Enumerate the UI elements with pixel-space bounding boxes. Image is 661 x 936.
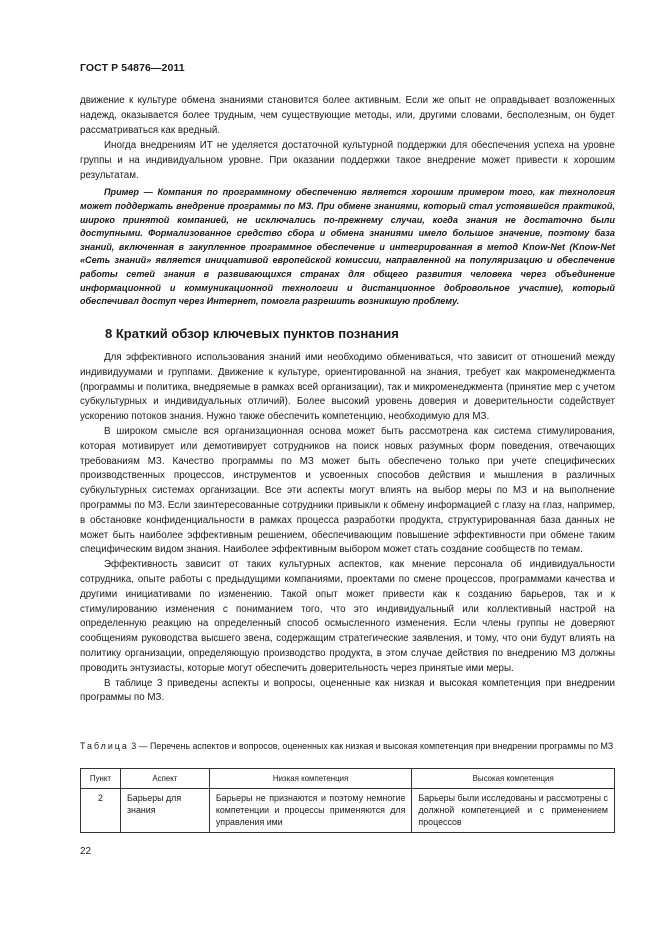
table-row <box>81 789 615 833</box>
section-heading: 8 Краткий обзор ключевых пунктов познания <box>105 326 399 341</box>
paragraph: Иногда внедрениям ИТ не уделяется достаточной культурной поддержки для обеспечения успеха на уровне группы и на индивидуальном уровне. При оказании поддержки такое внедрение может привести к хорошим результатам. <box>80 139 615 181</box>
table-header-row <box>81 769 615 789</box>
table-cell: Барьеры не признаются и поэтому немногие компетенции и процессы применяются для управления ими <box>209 789 412 833</box>
paragraph: В таблице 3 приведены аспекты и вопросы, оцененные как низкая и высокая компетенция при внедрении программы по МЗ. <box>80 677 615 704</box>
table-cell: 2 <box>81 789 121 833</box>
table-cell: Барьеры для знания <box>120 789 209 833</box>
table-cell: Барьеры были исследованы и рассмотрены с должной компетенцией и с применением процессов <box>412 789 615 833</box>
header-cell: Аспект <box>120 769 209 789</box>
section-text-block <box>80 351 615 706</box>
header-cell: Пункт <box>81 769 121 789</box>
example-paragraph: Пример — Компания по программному обеспечению является хорошим примером того, как технология может поддержать внедрение программы по МЗ. При обмене знаниями, который стал устоявшейся практикой, широко принятой компанией, не исключались по-прежнему случаи, когда знания не достаточно были доступными. Формализованное средство сбора и обмена знаниями имело большое значение, поэтому база знаний, включенная в закупленное программное обеспечение и интегрированная в метод Know-Net (Know-Net «Сеть знаний» является инициативой европейской комиссии, направленной на популяризацию и обеспечение работы сетей знания в развивающихся странах для общего развития человека через объединение информационной и коммуникационной технологии и дистанционное добровольное участие), который обеспечивал доступ через Интернет, помогла разрешить возникшую проблему. <box>80 187 615 307</box>
paragraph: В широком смысле вся организационная основа может быть рассмотрена как система стимулирования, которая мотивирует или демотивирует сотрудников на поиск новых разумных форм поведения, отвечающих требованиям МЗ. Качество программы по МЗ может быть обеспечено только при учете специфических производственных процессов, инструментов и усвоенных способов действия и мышления в различных субкультурных системах организации. Все эти аспекты могут влиять на выбор меры по МЗ и на выполнение программы по МЗ. Если заинтересованные сотрудники привыкли к обмену информацией с глазу на глаз, например, в обстановке конфиденциальности в рамках процесса разработки продукта, структурированная база данных не может быть наиболее эффективным решением, обеспечивающим повышение эффективности при обмене таким специфическим видом знания. Наиболее эффективным выбором может стать создание сообществ по темам. <box>80 425 615 556</box>
paragraph: движение к культуре обмена знаниями становится более активным. Если же опыт не оправдывает возложенных надежд, оказывается более трудным, чем существующие методы, или, другими словами, бесполезным, он будет рассматриваться как вредный. <box>80 95 615 136</box>
table-caption <box>80 740 615 753</box>
competence-table <box>80 768 615 833</box>
page-number: 22 <box>80 846 92 857</box>
header-cell: Высокая компетенция <box>412 769 615 789</box>
paragraph: Эффективность зависит от таких культурных аспектов, как мнение персонала об индивидуальности сотрудника, опыте работы с предыдущими компаниями, проектами по смене процессов, программами качества и другими инициативами по изменению. Такой опыт может привести как к созданию барьеров, так и к стимулированию изменения с пониманием того, что это индивидуальный или коллективный настрой на определенную реакцию на определенный способ осмысленного изменения. Если члены группы не доверяют сообщениям руководства высшего звена, содержащим стратегические заявления, и тому, что они будут влиять на политику организации, определяющую производство продукта, в этом случае действия по внедрению МЗ должны проводить энтузиасты, которые могут обеспечить доверительность через принятые ими меры. <box>80 559 615 674</box>
table-caption-label: Таблица <box>80 741 129 751</box>
table-caption-text: 3 — Перечень аспектов и вопросов, оцененных как низкая и высокая компетенция при внедрении программы по МЗ <box>128 741 614 751</box>
top-text-block <box>80 94 615 309</box>
document-header: ГОСТ Р 54876—2011 <box>80 62 185 74</box>
header-cell: Низкая компетенция <box>209 769 412 789</box>
paragraph: Для эффективного использования знаний ими необходимо обмениваться, что зависит от отношений между индивидуумами и группами. Движение к культуре, ориентированной на знания, требует как макроменеджмента (программы и политика, внедряемые в рамках всей организации), так и микроменеджмента (принятие мер с учетом субкультурных и индивидуальных отличий). Более высокий уровень доверия и доверительности содействует ускорению потоков знания. Нужно также обеспечить компетенцию, необходимую для МЗ. <box>80 352 615 423</box>
